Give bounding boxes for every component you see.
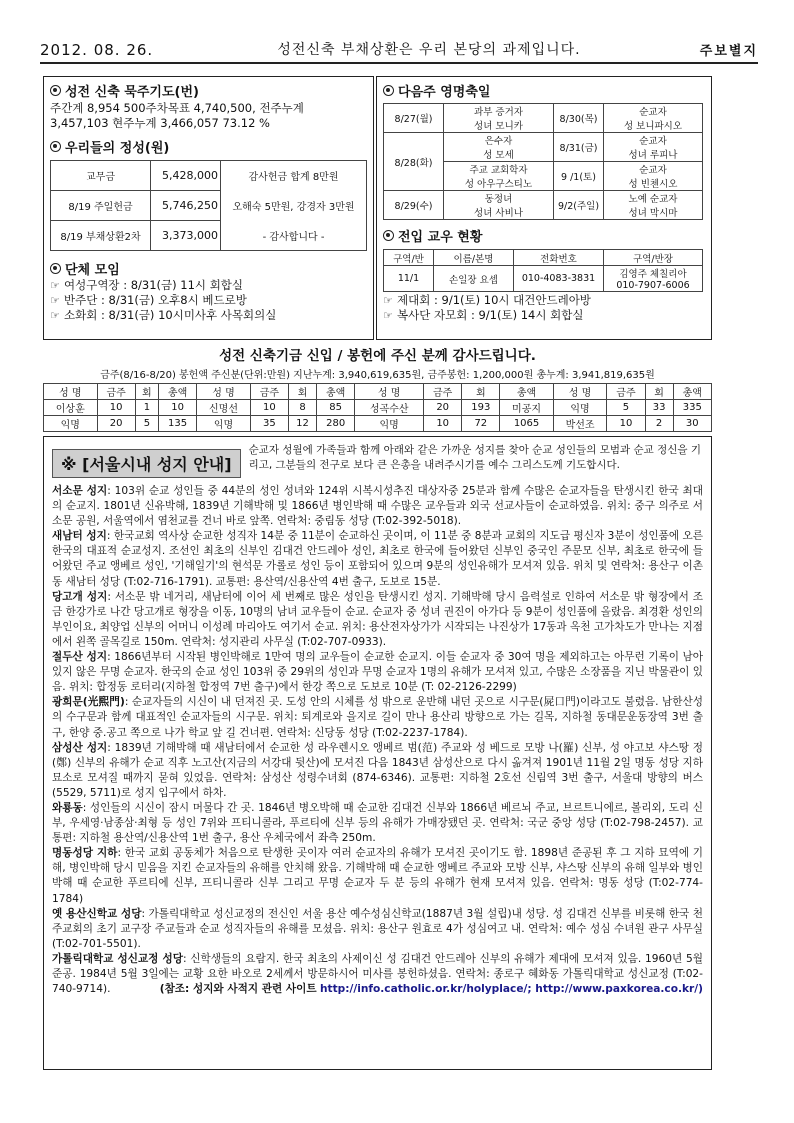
circle-bullet-icon <box>50 85 61 96</box>
fund-summary: 금주(8/16-8/20) 봉헌액 주신분(단위:만원) 지난누계: 3,940,619,635원, 금주봉헌: 1,200,000원 총누계: 3,941,819,635원 <box>100 370 655 381</box>
fund-header: 회 <box>289 384 317 400</box>
transfer-title: 전입 교우 현황 <box>383 226 705 245</box>
donor-name: 이상훈 <box>44 400 98 416</box>
fund-table <box>43 383 712 432</box>
feast-saint: 동정녀 성녀 사비나 <box>444 191 554 220</box>
donor-name: 익명 <box>355 416 424 432</box>
reference-label: (참조: 성지와 사적지 관련 사이트 <box>159 983 317 996</box>
donor-value: 1 <box>135 400 158 416</box>
transfer-cell: 11/1 <box>384 266 434 292</box>
feast-title: 다음주 영명축일 <box>383 81 705 100</box>
offering-title: 우리들의 정성(원) <box>50 137 367 156</box>
fund-header: 총액 <box>500 384 554 400</box>
donor-value: 30 <box>673 416 711 432</box>
fund-header: 금주 <box>97 384 135 400</box>
holy-place-name: 가톨릭대학교 성신교정 성당 <box>52 952 183 965</box>
offering-amount: 5,746,250 <box>151 191 221 221</box>
fund-title: 성전 신축기금 신입 / 봉헌에 주신 분께 감사드립니다. <box>219 348 536 364</box>
donor-value: 5 <box>135 416 158 432</box>
holy-place-description: : 1866년부터 시작된 병인박해로 1만여 명의 교우들이 순교한 순교지. 이들 순교자 중 30여 명을 제외하고는 아무런 기록이 남아 있지 않은 무명 순교자. 한국의 순교 성인 103위 중 29위의 성인과 무명 순교자 1명의 유해가 모셔져 있고, 수많은 소장품을 지닌 박물관이 있음. 위치: 합정동 로터리(지하철 합정역 7번 출구)에서 한강 쪽으로 도보로 10분 (T: 02-2126-2299) <box>52 651 704 694</box>
holy-place-description: : 가톨릭대학교 성신교정의 전신인 서울 용산 예수성심신학교(1887년 3월 설립)내 성당. 성 김대건 신부를 비롯해 한국 천주교회의 초기 교구장 주교들과 순교 성직자들의 유해를 모셨음. 위치: 용산구 원효로 4가 성심여고 내. 연락처: 예수 성심 수녀원 관구 사무실 (T:02-701-5501). <box>52 907 704 950</box>
donor-value: 20 <box>97 416 135 432</box>
feast-date: 9/2(주일) <box>554 191 604 220</box>
holy-place-name: 새남터 성지 <box>52 530 107 543</box>
offering-amount: 3,373,000 <box>151 221 221 251</box>
donor-value: 10 <box>607 416 645 432</box>
holy-place-description: : 1839년 기해박해 때 새남터에서 순교한 성 라우렌시오 앵베르 범(范) 주교와 성 베드로 모방 나(羅) 신부, 성 야고보 샤스땅 정(鄭) 신부의 유해가 순교 직후 노고산(지금의 서강대 뒷산)에 모셔진 다음 1843년 삼성산으로 다시 옮겨져 1901년 11월 2일 명동 성당 지하 묘소로 모셔질 때까지 묻혀 있었음. 연락처: 삼성산 성령수녀회 (874-6346). 교통편: 지하철 2호선 신림역 3번 출구, 서울대 방향의 버스(5529, 5711)로 성지 입구에서 하차. <box>52 741 704 799</box>
holy-place-entry <box>52 590 703 650</box>
feast-saint: 순교자 성 빈첸시오 <box>604 162 703 191</box>
prayer-title: 성전 신축 묵주기도(번) <box>50 81 367 100</box>
feast-saint: 과부 증거자 성녀 모니카 <box>444 104 554 133</box>
donor-name: 익명 <box>197 416 251 432</box>
offering-amount: 5,428,000 <box>151 161 221 191</box>
donor-value: 8 <box>289 400 317 416</box>
holy-place-entry <box>52 650 703 695</box>
group-item: ☞ 소화회 : 8/31(금) 10시미사후 사목회의실 <box>50 308 277 322</box>
fund-header: 총액 <box>316 384 354 400</box>
feast-date: 8/31(금) <box>554 133 604 162</box>
donor-value: 10 <box>424 416 462 432</box>
transfer-cell: 010-4083-3831 <box>514 266 604 292</box>
donor-value: 10 <box>158 400 196 416</box>
holy-place-name: 명동성당 지하 <box>52 847 118 860</box>
left-info-box <box>43 76 374 340</box>
pointing-hand-icon: ☞ <box>383 294 393 307</box>
holy-place-description: : 103위 순교 성인들 중 44분의 성인 성녀와 124위 시복시성추진 대상자중 25분과 함께 수많은 순교자들을 탄생시킨 한국 최대의 순교지. 1801년 신유박해, 1839년 기해박해 및 1866년 병인박해 때 수많은 교우들과 외국 선교사들이 순교하였음. 위치: 중구 의주로 서소문 공원, 서울역에서 염천교를 건너 바로 앞쪽. 연락처: 중림동 성당 (T:02-392-5018). <box>52 485 703 528</box>
fund-header: 총액 <box>158 384 196 400</box>
transfer-header: 이름/본명 <box>434 250 514 266</box>
transfer-header: 구역/반장 <box>604 250 703 266</box>
donor-value: 5 <box>607 400 645 416</box>
transfer-header: 전화번호 <box>514 250 604 266</box>
holy-place-name: 옛 용산신학교 성당 <box>52 907 142 920</box>
fund-header: 금주 <box>250 384 288 400</box>
issue-date: 2012. 08. 26. <box>40 41 154 59</box>
holy-place-description: : 한국교회 역사상 순교한 성직자 14분 중 11분이 순교하신 곳이며, 이 11분 중 8분과 교회의 지도급 평신자 3분이 성인품에 오른 한국의 대표적 순교성지. 조선인 최초의 신부인 김대건 안드레아 성인, 최초로 한국에 들어왔던 신부인 중국인 주문모 신부, 최초로 한국에 들어왔던 주교 앵베르 성인, '기해일기'의 현석문 가롤로 성인 등이 포함되어 있으며 9분의 성인유해가 모셔져 있음. 위치 및 연락처: 용산구 이촌동 새남터 성당 (T:02-716-1791). 교통편: 용산역/신용산역 4번 출구, 도보로 15분. <box>52 530 703 588</box>
holy-place-description: : 순교자들의 시신이 내 던져진 곳. 도성 안의 시체를 성 밖으로 운반해 내던 곳으로 시구문(屍口門)이라고도 불렸음. 남한산성의 수구문과 함께 대표적인 순교자들의 시구문. 위치: 퇴계로와 을지로 길이 만나 용산리 방향으로 가는 길목, 지하철 동대문운동장역 3번 출구, 한양 중.공고 쪽으로 나가 학교 앞 길 건너편. 연락처: 신당동 성당 (T:02-2237-1784). <box>52 696 703 739</box>
fund-header: 성 명 <box>355 384 424 400</box>
fund-header: 성 명 <box>44 384 98 400</box>
holy-place-description: : 서소문 밖 네거리, 새남터에 이어 세 번째로 많은 성인을 탄생시킨 성지. 기해박해 당시 음력설로 인하여 서소문 밖 형장에서 조금 한강가로 나간 당고개로 형장을 이동, 10명의 남녀 교우들이 순교. 순교자 중 성녀 권진이 아가다 등 9분이 성인품에 올랐음. 최경환 성인의 부인이요, 최양업 신부의 어머니 이성례 마리아도 여기서 순교. 위치: 용산전자상가가 시작되는 나진상가 17동과 옥천 고가차도가 만나는 지점에서 왼쪽 골목길로 150m. 연락처: 성지관리 사무실 (T:02-707-0933). <box>52 590 703 648</box>
circle-bullet-icon <box>383 230 394 241</box>
donor-value: 20 <box>424 400 462 416</box>
right-info-box <box>376 76 712 340</box>
holy-place-name: 광희문(光熙門) <box>52 696 125 709</box>
transfer-item: ☞ 제대회 : 9/1(토) 10시 대건안드레아방 <box>383 293 591 307</box>
pointing-hand-icon: ☞ <box>50 294 60 307</box>
donor-value: 193 <box>462 400 500 416</box>
holy-place-name: 절두산 성지 <box>52 651 108 664</box>
fund-header: 금주 <box>424 384 462 400</box>
holy-place-name: 당고개 성지 <box>52 590 108 603</box>
pointing-hand-icon: ☞ <box>50 279 60 292</box>
offering-label: 8/19 주일헌금 <box>51 191 151 221</box>
fund-header: 회 <box>135 384 158 400</box>
holy-place-name: 삼성산 성지 <box>52 741 108 754</box>
fund-header: 회 <box>462 384 500 400</box>
holy-places-list <box>52 484 703 997</box>
feast-saint: 순교자 성녀 루피나 <box>604 133 703 162</box>
transfer-cell: 손일장 요셉 <box>434 266 514 292</box>
holy-places-box <box>43 436 712 1070</box>
donor-name: 신명선 <box>197 400 251 416</box>
offering-label: 8/19 부채상환2차 <box>51 221 151 251</box>
donor-value: 335 <box>673 400 711 416</box>
pointing-hand-icon: ☞ <box>383 309 393 322</box>
holy-place-description: : 신학생들의 요람지. 한국 최초의 사제이신 성 김대건 안드레아 신부의 유해가 제대에 모셔져 있음. 1960년 5월 준공. 1984년 5월 3일에는 교황 요한 바오로 2세께서 방문하시어 미사를 봉헌하셨음. 연락처: 종로구 혜화동 가톨릭대학교 성신교정 (T:02-740-9714). <box>52 952 703 996</box>
holy-places-intro: 순교자 성월에 가족들과 함께 아래와 같은 가까운 성지를 찾아 순교 성인들의 모범과 순교 정신을 기리고, 그분들의 전구로 보다 큰 은총을 내려주시기를 예수 그리스도께 기도합시다. <box>248 444 702 471</box>
holy-place-entry <box>52 801 703 846</box>
donor-value: 10 <box>250 400 288 416</box>
donor-value: 미공지 <box>500 400 554 416</box>
holy-place-entry <box>52 741 703 801</box>
donor-value: 12 <box>289 416 317 432</box>
fund-section <box>43 344 712 432</box>
fund-header: 성 명 <box>553 384 607 400</box>
feast-date: 9 /1(토) <box>554 162 604 191</box>
group-item: ☞ 반주단 : 8/31(금) 오후8시 베드로방 <box>50 293 247 307</box>
feast-date: 8/27(월) <box>384 104 444 133</box>
transfer-header: 구역/반 <box>384 250 434 266</box>
holy-place-entry <box>52 484 703 529</box>
feast-saint: 주교 교회학자 성 아우구스티노 <box>444 162 554 191</box>
holy-place-entry <box>52 907 703 952</box>
feast-table <box>383 103 703 220</box>
fund-header: 성 명 <box>197 384 251 400</box>
feast-saint: 노예 순교자 성녀 막시마 <box>604 191 703 220</box>
offering-note2: 오해숙 5만원, 강경자 3만원 <box>221 191 367 221</box>
transfer-cell: 김영주 체칠리아 010-7907-6006 <box>604 266 703 292</box>
group-item: ☞ 여성구역장 : 8/31(금) 11시 회합실 <box>50 278 244 292</box>
holy-place-description: : 한국 교회 공동체가 처음으로 탄생한 곳이자 여러 순교자의 유해가 모셔진 곳이기도 함. 1898년 준공된 후 그 지하 묘역에 기해, 병인박해 당시 믿음을 지킨 순교자들의 유해를 안치해 왔음. 기해박해 때 순교한 앵베르 주교와 모방 신부, 샤스땅 신부의 유해 일부와 병인박해 때 순교한 푸르티에 신부, 프티니콜라 신부 그리고 무명 순교자 두 분 등의 유해가 현재 모셔져 있음. 연락처: 명동 성당 (T:02-774-1784) <box>52 847 703 905</box>
header-tag: 주보별지 <box>699 44 758 59</box>
fund-header: 회 <box>645 384 673 400</box>
transfer-item: ☞ 복사단 자모회 : 9/1(토) 14시 회합실 <box>383 308 584 322</box>
donor-value: 1065 <box>500 416 554 432</box>
prayer-line1: 주간계 8,954 500주차목표 4,740,500, 전주누계 <box>50 101 304 115</box>
donor-name: 박선조 <box>553 416 607 432</box>
holy-place-entry <box>52 529 703 589</box>
holy-place-entry <box>52 846 703 906</box>
offering-table <box>50 160 367 251</box>
donor-value: 135 <box>158 416 196 432</box>
feast-saint: 순교자 성 보니파시오 <box>604 104 703 133</box>
circle-bullet-icon <box>50 141 61 152</box>
donor-value: 2 <box>645 416 673 432</box>
reference-mark-icon: ※ <box>61 455 77 474</box>
fund-header: 총액 <box>673 384 711 400</box>
header-motto: 성전신축 부채상환은 우리 본당의 과제입니다. <box>277 42 581 58</box>
donor-value: 35 <box>250 416 288 432</box>
reference-links[interactable]: http://info.catholic.or.kr/holyplace/; http://www.paxkorea.co.kr/) <box>319 983 703 996</box>
donor-name: 성곡수산 <box>355 400 424 416</box>
holy-place-entry <box>52 695 703 740</box>
donor-value: 33 <box>645 400 673 416</box>
donor-name: 익명 <box>44 416 98 432</box>
page-header <box>40 40 758 64</box>
holy-places-reference <box>52 982 703 997</box>
circle-bullet-icon <box>383 85 394 96</box>
prayer-line2: 3,457,103 현주누계 3,466,057 73.12 % <box>50 116 270 130</box>
feast-date: 8/29(수) <box>384 191 444 220</box>
donor-value: 10 <box>97 400 135 416</box>
donor-value: 72 <box>462 416 500 432</box>
donor-name: 익명 <box>553 400 607 416</box>
circle-bullet-icon <box>50 263 61 274</box>
pointing-hand-icon: ☞ <box>50 309 60 322</box>
feast-date: 8/30(목) <box>554 104 604 133</box>
fund-header: 금주 <box>607 384 645 400</box>
feast-date: 8/28(화) <box>384 133 444 191</box>
offering-note1: 감사헌금 합계 8만원 <box>221 161 367 191</box>
donor-value: 85 <box>316 400 354 416</box>
holy-place-name: 와룡동 <box>52 801 83 814</box>
holy-place-name: 서소문 성지 <box>52 485 108 497</box>
holy-places-title: ※ [서울시내 성지 안내] <box>52 449 241 478</box>
transfer-table <box>383 249 703 292</box>
holy-place-description: : 성인들의 시신이 잠시 머물다 간 곳. 1846년 병오박해 때 순교한 김대건 신부와 1866년 베르뇌 주교, 브르트니에르, 볼리외, 도리 신부, 우세영·남종삼·최형 등 성인 7위와 프티니콜라, 푸르티에 신부 등의 유해가 가매장됐던 곳. 연락처: 국군 중앙 성당 (T:02-798-2457). 교통편: 지하철 용산역/신용산역 1번 출구, 용산 우체국에서 좌측 250m. <box>52 801 703 845</box>
donor-value: 280 <box>316 416 354 432</box>
feast-saint: 은수자 성 모세 <box>444 133 554 162</box>
groups-title: 단체 모임 <box>50 259 367 278</box>
offering-label: 교무금 <box>51 161 151 191</box>
offering-note3: - 감사합니다 - <box>221 221 367 251</box>
